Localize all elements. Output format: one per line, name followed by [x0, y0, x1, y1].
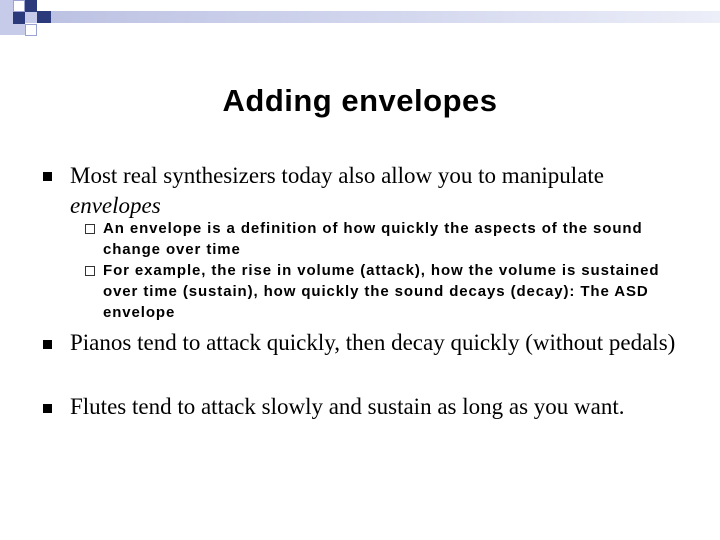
bullet-text: Pianos tend to attack quickly, then decay quickly (without pedals) — [70, 330, 676, 355]
decor-square — [25, 12, 37, 23]
decor-square — [0, 13, 13, 23]
sub-bullet-text: For example, the rise in volume (attack), how the volume is sustained over time (sustain), how quickly the sound decays (decay): The ASD envelope — [103, 262, 660, 321]
square-bullet-icon — [43, 340, 52, 349]
square-bullet-icon — [43, 404, 52, 413]
bullet-text-plain: Most real synthesizers today also allow you to manipulate — [70, 163, 604, 188]
decor-square — [13, 24, 25, 35]
decor-square — [37, 11, 51, 23]
sub-bullet-text: An envelope is a definition of how quickly the aspects of the sound change over time — [103, 220, 643, 258]
hollow-square-bullet-icon — [85, 266, 95, 276]
bullet-text — [70, 161, 690, 221]
hollow-square-bullet-icon — [85, 224, 95, 234]
square-bullet-icon — [43, 172, 52, 181]
header-bar — [0, 11, 720, 23]
decor-square — [0, 0, 13, 13]
decor-square — [13, 0, 25, 12]
slide-title: Adding envelopes — [222, 83, 498, 118]
decor-square — [0, 23, 13, 35]
decor-square — [25, 24, 37, 36]
bullet-text-italic: envelopes — [70, 193, 161, 218]
decor-square — [13, 12, 25, 24]
bullet-text: Flutes tend to attack slowly and sustain as long as you want. — [70, 394, 625, 419]
decor-square — [25, 0, 37, 12]
